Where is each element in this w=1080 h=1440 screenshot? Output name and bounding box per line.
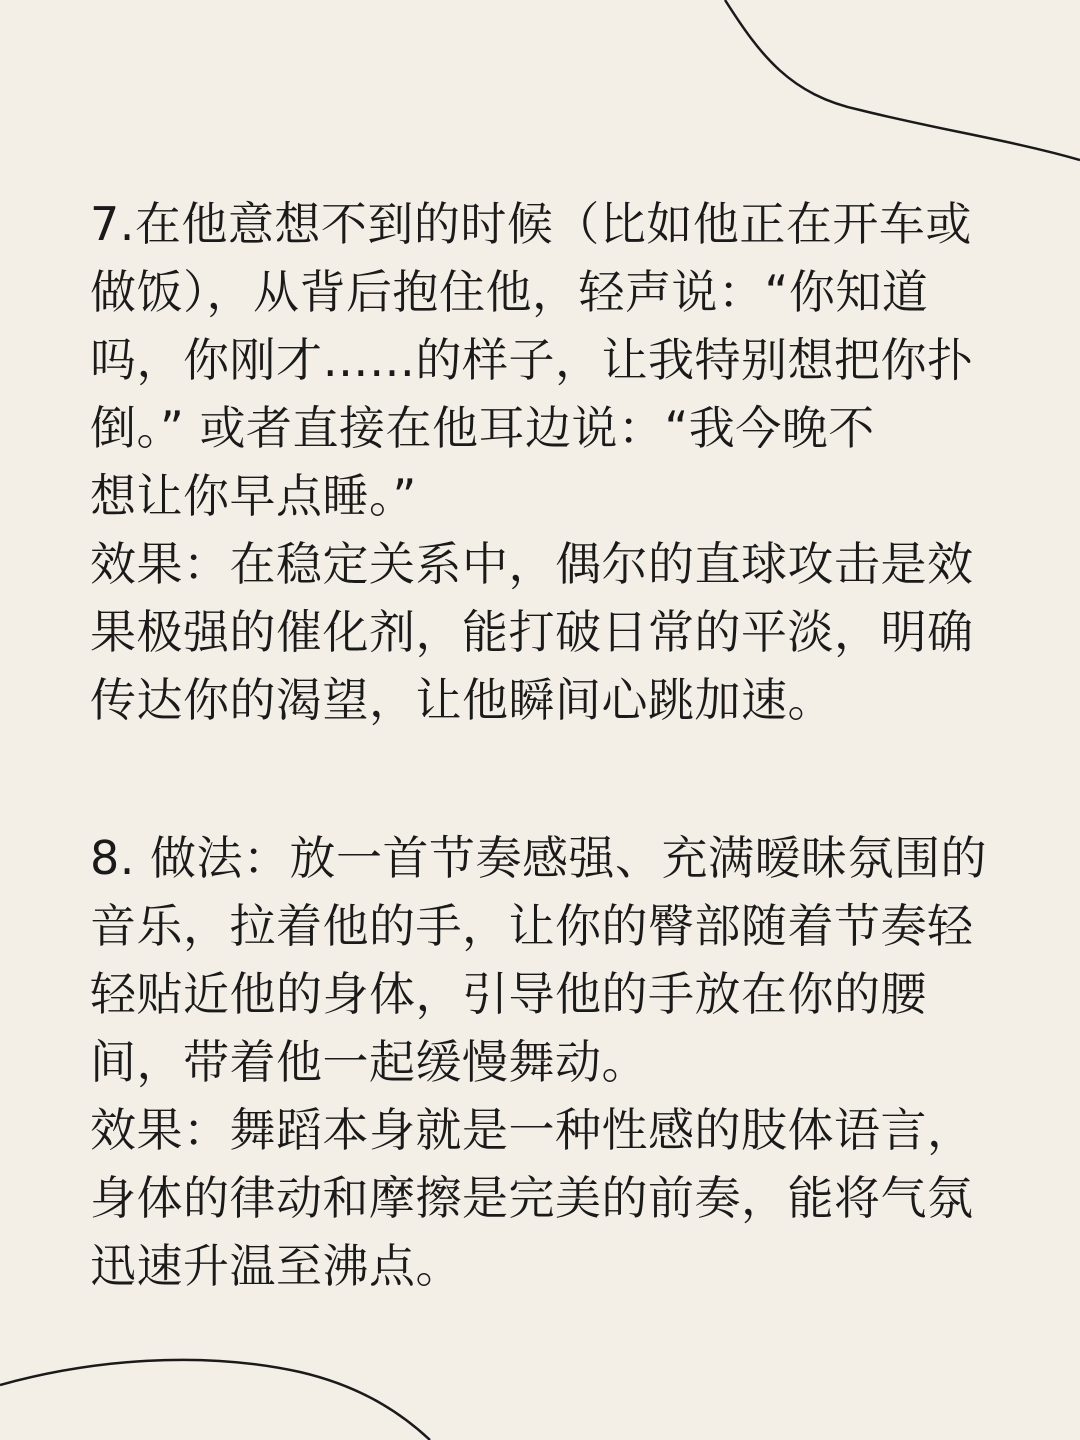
text-line: 想让你早点睡。” <box>90 469 417 523</box>
tip-7 <box>90 190 1005 734</box>
tip-8 <box>90 824 1005 1300</box>
effect-line: 身体的律动和摩擦是完美的前奏，能将气氛 <box>90 1171 974 1225</box>
effect-line: 效果：舞蹈本身就是一种性感的肢体语言， <box>90 1103 974 1157</box>
article-body <box>90 190 1005 1300</box>
bottom-left-curve <box>0 1360 430 1440</box>
text-line: 做饭），从背后抱住他，轻声说：“你知道 <box>90 265 929 319</box>
effect-line: 效果：在稳定关系中，偶尔的直球攻击是效 <box>90 537 974 591</box>
text-line: 8. 做法：放一首节奏感强、充满暧昧氛围的 <box>90 831 988 885</box>
text-line: 间，带着他一起缓慢舞动。 <box>90 1035 648 1089</box>
effect-line: 传达你的渴望，让他瞬间心跳加速。 <box>90 673 834 727</box>
text-line: 吗，你刚才……的样子，让我特别想把你扑 <box>90 333 974 387</box>
top-right-curve <box>725 0 1080 160</box>
text-line: 音乐，拉着他的手，让你的臀部随着节奏轻 <box>90 899 974 953</box>
text-line: 轻贴近他的身体，引导他的手放在你的腰 <box>90 967 927 1021</box>
effect-line: 迅速升温至沸点。 <box>90 1239 462 1293</box>
text-line: 7.在他意想不到的时候（比如他正在开车或 <box>90 197 972 251</box>
text-line: 倒。” 或者直接在他耳边说：“我今晚不 <box>90 401 875 455</box>
effect-line: 果极强的催化剂，能打破日常的平淡，明确 <box>90 605 974 659</box>
